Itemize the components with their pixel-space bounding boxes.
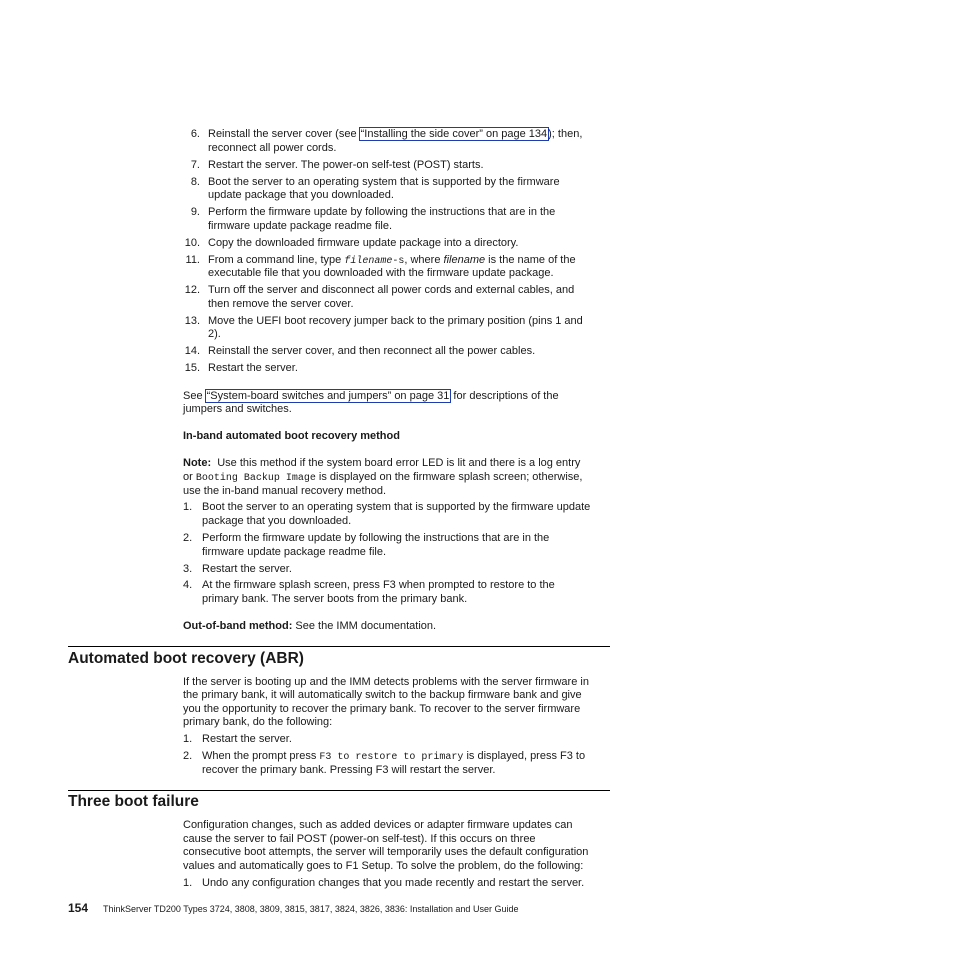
step-text-line2: primary bank. The server boots from the primary bank. — [202, 593, 468, 605]
system-board-switches-link[interactable]: “System-board switches and jumpers” on page 31 — [206, 390, 450, 402]
f3-restore-code: F3 to restore to primary — [319, 752, 464, 763]
step-text: At the firmware splash screen, press F3 when prompted to restore to the — [202, 579, 555, 591]
step-number: 9. — [190, 206, 200, 218]
section-rule — [68, 646, 610, 647]
step-text-part: From a command line, type — [208, 254, 345, 266]
note-line3: use the in-band manual recovery method. — [183, 485, 387, 497]
step-text: Copy the downloaded firmware update package into a directory. — [208, 237, 519, 249]
out-of-band-text: See the IMM documentation. — [292, 620, 437, 632]
three-boot-heading: Three boot failure — [68, 793, 199, 810]
step-text-line2: then remove the server cover. — [208, 298, 354, 310]
step-text: Reinstall the server cover, and then reconnect all the power cables. — [208, 345, 536, 357]
abr-line: If the server is booting up and the IMM detects problems with the server firmware in — [183, 676, 589, 688]
note-text: or — [183, 471, 196, 483]
step-text-line2: reconnect all power cords. — [208, 142, 337, 154]
step-text-line2: 2). — [208, 328, 221, 340]
see-line1 — [183, 390, 559, 404]
booting-backup-image-code: Booting Backup Image — [195, 473, 316, 484]
step-text-part: is the name of the — [485, 254, 576, 266]
see-text: See — [183, 390, 206, 402]
step-number: 3. — [183, 563, 193, 575]
step-text-line2: firmware update package readme file. — [202, 546, 387, 558]
step-text: Turn off the server and disconnect all power cords and external cables, and — [208, 284, 575, 296]
see-line2: jumpers and switches. — [183, 403, 292, 415]
step-text-line2: update package that you downloaded. — [208, 189, 394, 201]
step-text: Boot the server to an operating system that is supported by the firmware update — [202, 501, 591, 513]
step-number: 8. — [190, 176, 200, 188]
step-number: 7. — [190, 159, 200, 171]
step-text-part: Reinstall the server cover (see — [208, 128, 360, 140]
step-text-line2: executable file that you downloaded with the firmware update package. — [208, 267, 554, 279]
three-line: cause the server to fail POST (power-on self-test). If this occurs on three — [183, 833, 536, 845]
abr-line: you the opportunity to recover the primary bank. To recover to the server firmware — [183, 703, 581, 715]
step-text: Move the UEFI boot recovery jumper back to the primary position (pins 1 and — [208, 315, 583, 327]
step-number: 1. — [183, 501, 193, 513]
step-text: Perform the firmware update by following the instructions that are in the — [208, 206, 556, 218]
step-text-part: ); then, — [548, 128, 583, 140]
step-text: Undo any configuration changes that you made recently and restart the server. — [202, 877, 585, 889]
step-text: Restart the server. — [208, 362, 298, 374]
step-number: 11. — [185, 254, 200, 266]
section-rule — [68, 790, 610, 791]
three-line: values and automatically goes to F1 Setup. To solve the problem, do the following: — [183, 860, 584, 872]
abr-line: the primary bank, it will automatically switch to the backup firmware bank and give — [183, 689, 582, 701]
step-text-line2: firmware update package readme file. — [208, 220, 393, 232]
step-number: 2. — [183, 750, 193, 762]
step-number: 4. — [183, 579, 193, 591]
inband-heading: In-band automated boot recovery method — [183, 430, 400, 442]
step-text: Perform the firmware update by following the instructions that are in the — [202, 532, 550, 544]
step-text-part: is displayed, press F3 to — [463, 750, 586, 762]
abr-heading: Automated boot recovery (ABR) — [68, 650, 304, 667]
step-text — [208, 128, 582, 142]
filename-code: filename — [344, 256, 393, 267]
abr-line: primary bank, do the following: — [183, 716, 333, 728]
out-of-band-label: Out-of-band method: — [183, 620, 293, 632]
see-text: for descriptions of the — [450, 390, 559, 402]
footer-title: ThinkServer TD200 Types 3724, 3808, 3809, 3815, 3817, 3824, 3826, 3836: Installation and User Guide — [103, 904, 519, 914]
three-line: Configuration changes, such as added devices or adapter firmware updates can — [183, 819, 573, 831]
step-number: 1. — [183, 733, 193, 745]
step-number: 12. — [184, 284, 200, 296]
step-text — [202, 750, 585, 765]
step-text-part: , where — [404, 254, 444, 266]
page-number: 154 — [68, 901, 89, 915]
note-text: is displayed on the firmware splash screen; otherwise, — [315, 471, 583, 483]
step-number: 10. — [184, 237, 200, 249]
out-of-band-paragraph — [183, 620, 436, 634]
installing-side-cover-link[interactable]: “Installing the side cover” on page 134 — [360, 128, 548, 140]
option-code: -s — [392, 256, 405, 267]
step-text: Boot the server to an operating system that is supported by the firmware — [208, 176, 560, 188]
filename-term: filename — [443, 254, 486, 266]
note-line2 — [183, 471, 582, 486]
three-line: consecutive boot attempts, the server will temporarily uses the default configuration — [183, 846, 589, 858]
step-text-line2: package that you downloaded. — [202, 515, 352, 527]
step-number: 2. — [183, 532, 193, 544]
step-text: Restart the server. The power-on self-test (POST) starts. — [208, 159, 484, 171]
note-text: Use this method if the system board error LED is lit and there is a log entry — [211, 457, 581, 469]
step-text-line2: recover the primary bank. Pressing F3 will restart the server. — [202, 764, 496, 776]
note-line1 — [183, 457, 580, 471]
step-number: 14. — [184, 345, 200, 357]
note-label: Note: — [183, 457, 212, 469]
step-number: 6. — [190, 128, 200, 140]
step-number: 13. — [184, 315, 200, 327]
step-text: Restart the server. — [202, 733, 292, 745]
step-number: 1. — [183, 877, 193, 889]
step-text: Restart the server. — [202, 563, 292, 575]
step-text-part: When the prompt press — [202, 750, 320, 762]
step-number: 15. — [184, 362, 200, 374]
